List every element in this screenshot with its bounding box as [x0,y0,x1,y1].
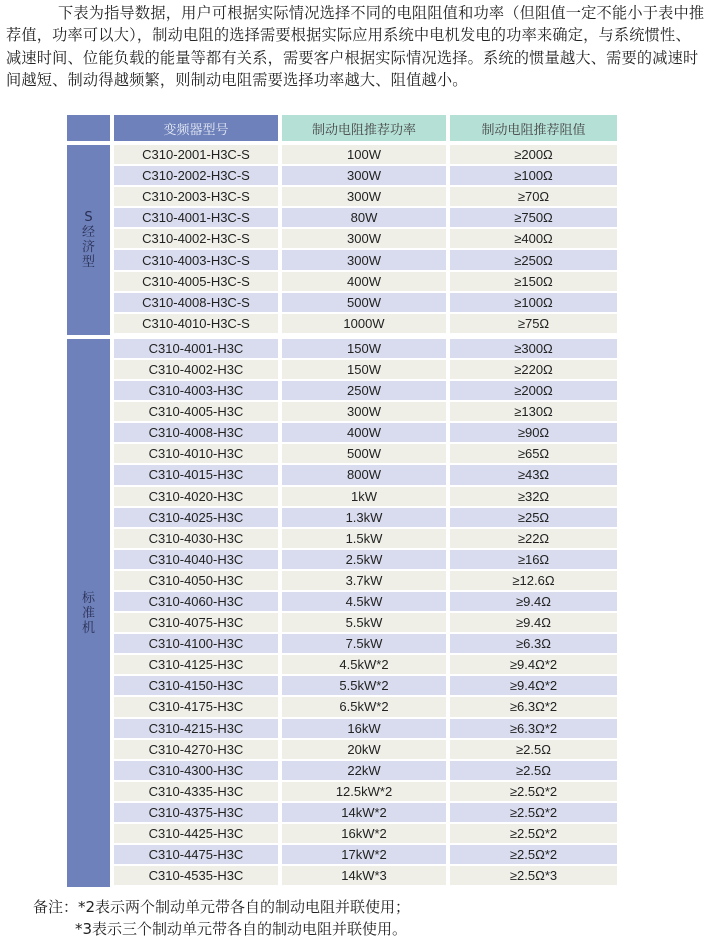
power-cell: 500W [282,444,446,465]
header-model: 变频器型号 [114,115,278,141]
group-rows [114,339,617,887]
model-cell: C310-4175-H3C [114,697,278,718]
group-label-char: 准 [81,605,95,621]
resistance-cell: ≥70Ω [450,187,617,208]
power-cell: 150W [282,339,446,360]
power-cell: 400W [282,272,446,293]
resistance-cell: ≥75Ω [450,314,617,335]
table-row [114,272,617,293]
power-cell: 17kW*2 [282,845,446,866]
table-row [114,381,617,402]
group-label-char: 济 [81,239,95,255]
group-standard [67,339,617,887]
resistance-cell: ≥100Ω [450,166,617,187]
resistance-cell: ≥2.5Ω*3 [450,866,617,887]
resistance-cell: ≥6.3Ω*2 [450,719,617,740]
table-row [114,187,617,208]
footnote-line-2: *3表示三个制动单元带各自的制动电阻并联使用。 [75,920,408,938]
power-cell: 300W [282,250,446,271]
resistance-cell: ≥220Ω [450,360,617,381]
header-resistance: 制动电阻推荐阻值 [450,115,617,141]
group-label-char: 型 [81,254,95,270]
table-row [114,740,617,761]
table-body [67,145,617,887]
model-cell: C310-4125-H3C [114,655,278,676]
table-row [114,866,617,887]
resistance-cell: ≥130Ω [450,402,617,423]
power-cell: 800W [282,465,446,486]
table-row [114,444,617,465]
group-label [67,145,110,335]
power-cell: 6.5kW*2 [282,697,446,718]
table-row [114,592,617,613]
table-row [114,719,617,740]
table-row [114,676,617,697]
model-cell: C310-4008-H3C-S [114,293,278,314]
model-cell: C310-4020-H3C [114,487,278,508]
power-cell: 1.3kW [282,508,446,529]
model-cell: C310-4010-H3C [114,444,278,465]
resistance-cell: ≥2.5Ω [450,761,617,782]
model-cell: C310-2001-H3C-S [114,145,278,166]
power-cell: 4.5kW [282,592,446,613]
power-cell: 5.5kW*2 [282,676,446,697]
model-cell: C310-4015-H3C [114,465,278,486]
table-row [114,402,617,423]
resistance-cell: ≥200Ω [450,145,617,166]
power-cell: 16kW [282,719,446,740]
resistance-cell: ≥16Ω [450,550,617,571]
resistance-cell: ≥43Ω [450,465,617,486]
table-row [114,803,617,824]
model-cell: C310-4060-H3C [114,592,278,613]
resistance-cell: ≥2.5Ω*2 [450,803,617,824]
resistance-cell: ≥32Ω [450,487,617,508]
intro-paragraph [6,2,706,91]
table-header-row [67,115,617,141]
table-row [114,824,617,845]
table-row [114,339,617,360]
power-cell: 300W [282,166,446,187]
table-row [114,655,617,676]
resistance-cell: ≥300Ω [450,339,617,360]
table-row [114,229,617,250]
power-cell: 5.5kW [282,613,446,634]
resistance-cell: ≥90Ω [450,423,617,444]
power-cell: 300W [282,187,446,208]
table-row [114,613,617,634]
power-cell: 500W [282,293,446,314]
model-cell: C310-4050-H3C [114,571,278,592]
model-cell: C310-4375-H3C [114,803,278,824]
power-cell: 12.5kW*2 [282,782,446,803]
model-cell: C310-4425-H3C [114,824,278,845]
resistance-cell: ≥22Ω [450,529,617,550]
table-row [114,697,617,718]
resistance-cell: ≥200Ω [450,381,617,402]
model-cell: C310-4003-H3C-S [114,250,278,271]
power-cell: 7.5kW [282,634,446,655]
group-label [67,339,110,887]
model-cell: C310-4535-H3C [114,866,278,887]
power-cell: 1000W [282,314,446,335]
table-row [114,845,617,866]
power-cell: 250W [282,381,446,402]
power-cell: 14kW*2 [282,803,446,824]
table-row [114,550,617,571]
table-row [114,208,617,229]
resistance-cell: ≥2.5Ω*2 [450,824,617,845]
table-row [114,761,617,782]
resistance-cell: ≥6.3Ω*2 [450,697,617,718]
group-label-char: 经 [81,224,95,240]
power-cell: 400W [282,423,446,444]
model-cell: C310-4100-H3C [114,634,278,655]
resistance-cell: ≥100Ω [450,293,617,314]
header-group-cell [67,115,110,141]
power-cell: 1.5kW [282,529,446,550]
group-label-char: 机 [81,620,95,636]
model-cell: C310-4001-H3C-S [114,208,278,229]
power-cell: 300W [282,229,446,250]
model-cell: C310-4075-H3C [114,613,278,634]
power-cell: 150W [282,360,446,381]
model-cell: C310-4002-H3C [114,360,278,381]
model-cell: C310-2002-H3C-S [114,166,278,187]
resistance-cell: ≥2.5Ω*2 [450,782,617,803]
group-rows [114,145,617,335]
header-power: 制动电阻推荐功率 [282,115,446,141]
table-row [114,250,617,271]
model-cell: C310-4005-H3C [114,402,278,423]
power-cell: 80W [282,208,446,229]
power-cell: 2.5kW [282,550,446,571]
model-cell: C310-4270-H3C [114,740,278,761]
group-economy [67,145,617,335]
power-cell: 16kW*2 [282,824,446,845]
resistance-cell: ≥9.4Ω*2 [450,655,617,676]
model-cell: C310-4005-H3C-S [114,272,278,293]
table-row [114,423,617,444]
model-cell: C310-2003-H3C-S [114,187,278,208]
table-row [114,634,617,655]
resistance-cell: ≥250Ω [450,250,617,271]
resistance-cell: ≥65Ω [450,444,617,465]
resistance-cell: ≥9.4Ω [450,592,617,613]
model-cell: C310-4001-H3C [114,339,278,360]
model-cell: C310-4475-H3C [114,845,278,866]
power-cell: 1kW [282,487,446,508]
table-row [114,508,617,529]
footnote-line-1: 备注：*2表示两个制动单元带各自的制动电阻并联使用； [33,898,411,916]
model-cell: C310-4040-H3C [114,550,278,571]
resistance-cell: ≥25Ω [450,508,617,529]
resistance-cell: ≥12.6Ω [450,571,617,592]
table-row [114,465,617,486]
model-cell: C310-4300-H3C [114,761,278,782]
resistance-cell: ≥9.4Ω*2 [450,676,617,697]
power-cell: 22kW [282,761,446,782]
table-row [114,487,617,508]
power-cell: 3.7kW [282,571,446,592]
model-cell: C310-4030-H3C [114,529,278,550]
model-cell: C310-4003-H3C [114,381,278,402]
model-cell: C310-4025-H3C [114,508,278,529]
model-cell: C310-4150-H3C [114,676,278,697]
resistance-cell: ≥6.3Ω [450,634,617,655]
table-row [114,314,617,335]
resistance-cell: ≥2.5Ω*2 [450,845,617,866]
model-cell: C310-4335-H3C [114,782,278,803]
table-row [114,571,617,592]
power-cell: 14kW*3 [282,866,446,887]
group-label-char: 标 [81,590,95,606]
model-cell: C310-4215-H3C [114,719,278,740]
resistance-cell: ≥9.4Ω [450,613,617,634]
model-cell: C310-4010-H3C-S [114,314,278,335]
resistance-cell: ≥750Ω [450,208,617,229]
power-cell: 20kW [282,740,446,761]
table-row [114,166,617,187]
table-row [114,360,617,381]
table-row [114,529,617,550]
power-cell: 4.5kW*2 [282,655,446,676]
table-row [114,782,617,803]
footnote [33,896,410,940]
resistance-cell: ≥150Ω [450,272,617,293]
group-label-char: S [84,209,93,225]
braking-resistor-table [67,115,617,891]
intro-text: 下表为指导数据，用户可根据实际情况选择不同的电阻阻值和功率（但阻值一定不能小于表中推荐值，功率可以大），制动电阻的选择需要根据实际应用系统中电机发电的功率来确定，与系统惯性、减速时间、位能负载的能量等都有关系，需要客户根据实际情况选择。系统的惯量越大、需要的减速时间越短、制动得越频繁，则制动电阻需要选择功率越大、阻值越小。 [6,4,705,89]
table-row [114,145,617,166]
model-cell: C310-4008-H3C [114,423,278,444]
resistance-cell: ≥2.5Ω [450,740,617,761]
power-cell: 100W [282,145,446,166]
table-row [114,293,617,314]
power-cell: 300W [282,402,446,423]
resistance-cell: ≥400Ω [450,229,617,250]
model-cell: C310-4002-H3C-S [114,229,278,250]
